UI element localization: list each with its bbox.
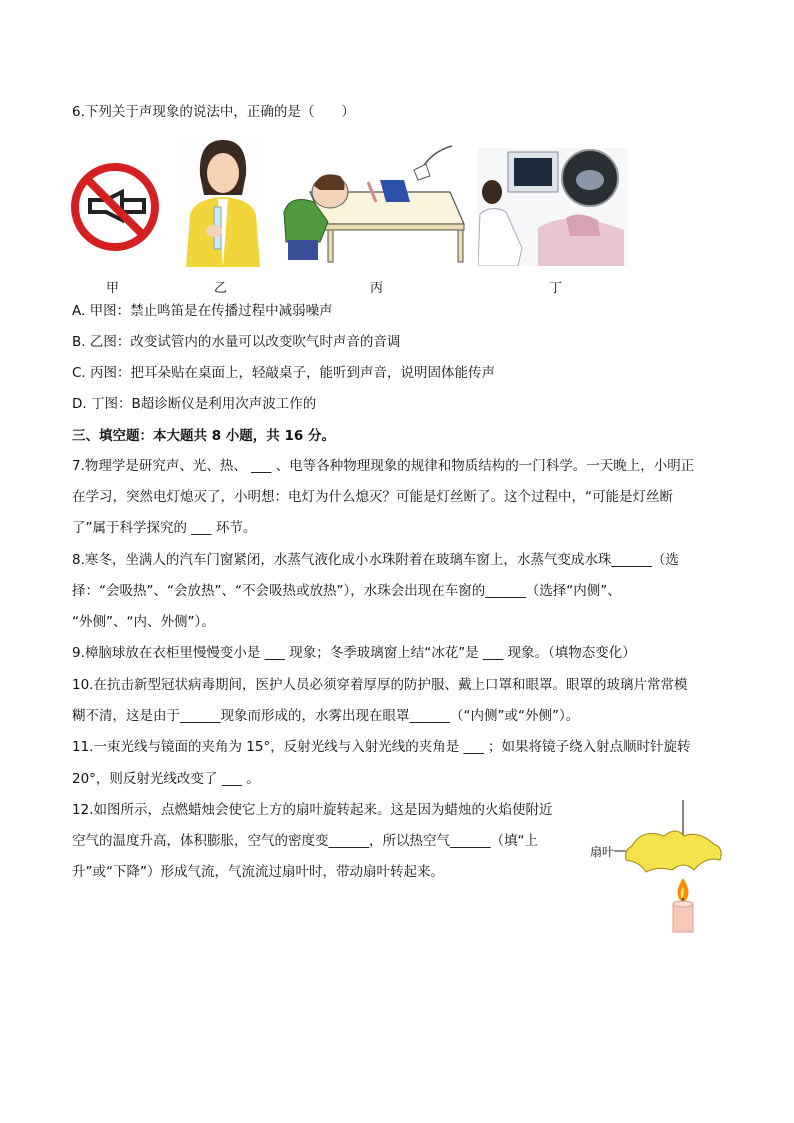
ultrasound-image: [478, 148, 628, 266]
q10-line-2: 糊不清，这是由于______现象而形成的，水雾出现在眼罩______（“内侧”或“外侧”）。: [72, 708, 580, 724]
candle-icon: [673, 878, 693, 932]
q6-option-b: B. 乙图：改变试管内的水量可以改变吹气时声音的音调: [72, 334, 401, 350]
q7-line-1: 7.物理学是研究声、光、热、 ___ 、电等各种物理现象的规律和物质结构的一门科学。一天晚上，小明正: [72, 458, 695, 474]
q6-option-c: C. 丙图：把耳朵贴在桌面上，轻敲桌子，能听到声音，说明固体能传声: [72, 365, 496, 381]
q10-line-1: 10.在抗击新型冠状病毒期间，医护人员必须穿着厚厚的防护服、戴上口罩和眼罩。眼罩的玻璃片常常模: [72, 677, 688, 693]
caption-bing: 丙: [370, 281, 384, 296]
q9-line-1: 9.樟脑球放在衣柜里慢慢变小是 ___ 现象；冬季玻璃窗上结“冰花”是 ___ 现象。（填物态变化）: [72, 645, 636, 661]
fan-blade-icon: [626, 831, 722, 872]
q6-stem: 6.下列关于声现象的说法中，正确的是（ ）: [72, 104, 355, 120]
no-horn-sign-image: [70, 162, 160, 252]
q7-line-2: 在学习，突然电灯熄灭了，小明想：电灯为什么熄灭？可能是灯丝断了。这个过程中，“可能是灯丝断: [72, 489, 673, 505]
caption-ding: 丁: [549, 281, 563, 296]
q12-line-2: 空气的温度升高，体积膨胀，空气的密度变______，所以热空气______（填“上: [72, 833, 538, 849]
fan-label: 扇叶: [590, 845, 615, 859]
q8-line-1: 8.寒冬，坐满人的汽车门窗紧闭，水蒸气液化成小水珠附着在玻璃车窗上，水蒸气变成水珠______（选: [72, 552, 679, 568]
q11-line-1: 11.一束光线与镜面的夹角为 15°，反射光线与入射光线的夹角是 ___ ；如果将镜子绕入射点顺时针旋转: [72, 739, 691, 755]
girl-blowing-tube-image: [180, 135, 266, 267]
q8-line-3: “外侧”、“内、外侧”）。: [72, 614, 215, 630]
candle-fan-figure: [614, 800, 726, 934]
q12-line-3: 升”或“下降”）形成气流，气流流过扇叶时，带动扇叶转起来。: [72, 864, 444, 880]
q8-line-2: 择：“会吸热”、“会放热”、“不会吸热或放热”），水珠会出现在车窗的______（选择“内侧”、: [72, 583, 621, 599]
caption-jia: 甲: [106, 281, 120, 296]
caption-yi: 乙: [214, 281, 228, 296]
q6-option-d: D. 丁图：B超诊断仪是利用次声波工作的: [72, 396, 317, 412]
ear-on-desk-image: [280, 142, 466, 264]
q12-line-1: 12.如图所示，点燃蜡烛会使它上方的扇叶旋转起来。这是因为蜡烛的火焰使附近: [72, 802, 553, 818]
q7-line-3: 了”属于科学探究的 ___ 环节。: [72, 520, 257, 536]
q11-line-2: 20°，则反射光线改变了 ___ 。: [72, 771, 260, 787]
q6-option-a: A. 甲图：禁止鸣笛是在传播过程中减弱噪声: [72, 303, 333, 319]
section-3-title: 三、填空题：本大题共 8 小题，共 16 分。: [72, 428, 335, 444]
